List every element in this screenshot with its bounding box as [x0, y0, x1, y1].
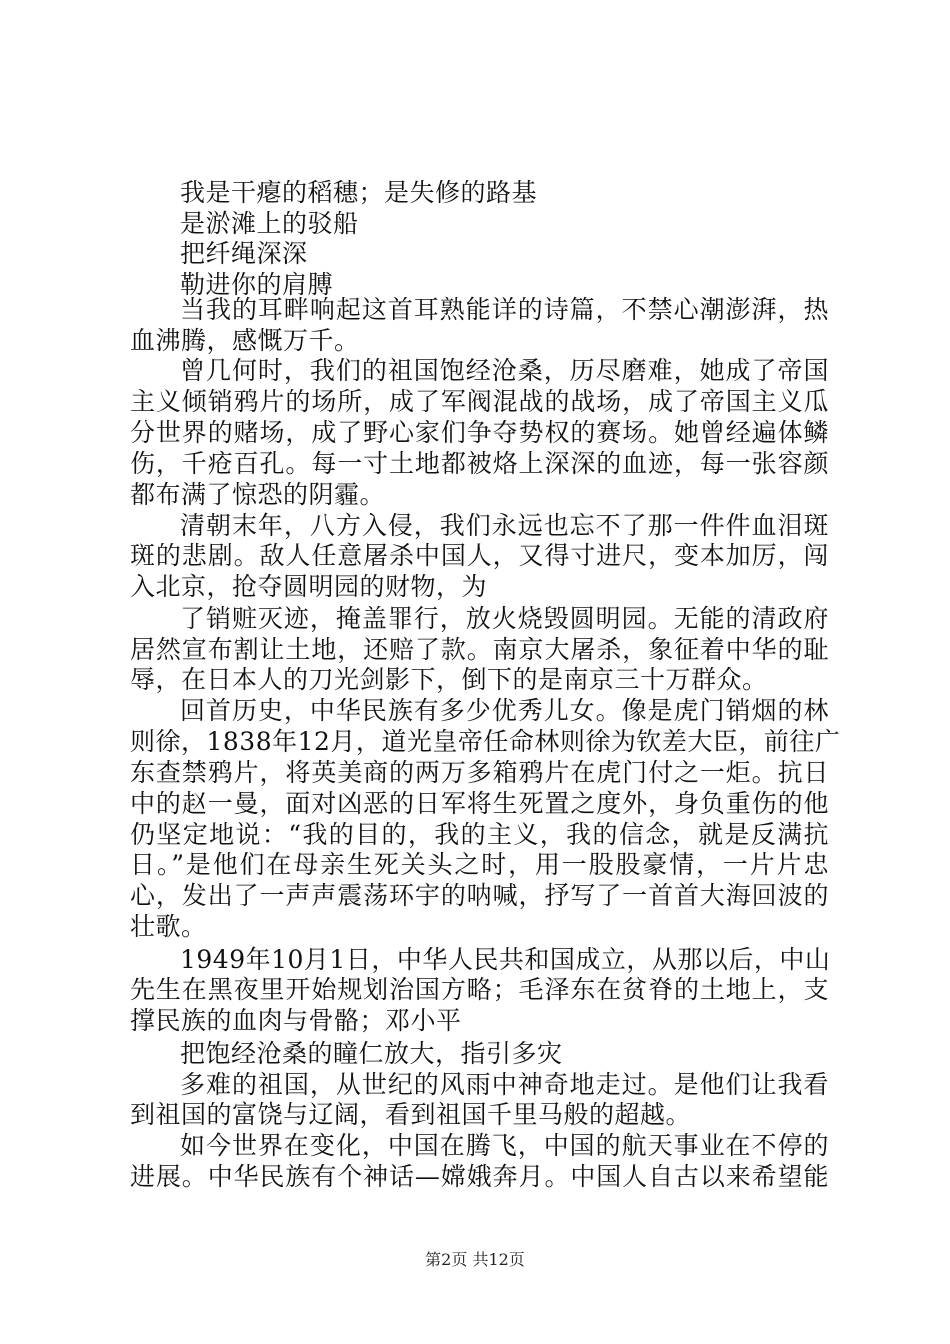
paragraph-line: 都布满了惊恐的阴霾。 — [130, 480, 386, 509]
paragraph-line: 仍坚定地说：“我的目的，我的主义，我的信念，就是反满抗 — [130, 820, 829, 849]
paragraph-line: 1949年10月1日，中华人民共和国成立，从那以后，中山 — [180, 945, 831, 974]
paragraph-line: 伤，千疮百孔。每一寸土地都被烙上深深的血迹，每一张容颜 — [130, 449, 829, 478]
paragraph-line: 壮歌。 — [130, 912, 207, 941]
paragraph-line: 撑民族的血肉与骨骼；邓小平 — [130, 1006, 462, 1035]
paragraph-line: 把饱经沧桑的瞳仁放大，指引多灾 — [180, 1039, 563, 1068]
paragraph-line: 回首历史，中华民族有多少优秀儿女。像是虎门销烟的林 — [180, 696, 829, 725]
paragraph-line: 辱，在日本人的刀光剑影下，倒下的是南京三十万群众。 — [130, 665, 768, 694]
paragraph-line: 心，发出了一声声震荡环宇的呐喊，抒写了一首首大海回波的 — [130, 881, 829, 910]
paragraph-line: 入北京，抢夺圆明园的财物，为 — [130, 572, 488, 601]
paragraph-line: 主义倾销鸦片的场所，成了军阀混战的战场，成了帝国主义瓜 — [130, 387, 829, 416]
paragraph-line: 居然宣布割让土地，还赔了款。南京大屠杀，象征着中华的耻 — [130, 635, 829, 664]
paragraph-line: 血沸腾，感慨万千。 — [130, 326, 360, 355]
page-footer: 第2页 共12页 — [425, 1250, 525, 1269]
paragraph-line: 当我的耳畔响起这首耳熟能详的诗篇，不禁心潮澎湃，热 — [180, 295, 829, 324]
paragraph-line: 如今世界在变化，中国在腾飞，中国的航天事业在不停的 — [180, 1131, 829, 1160]
paragraph-line: 多难的祖国，从世纪的风雨中神奇地走过。是他们让我看 — [180, 1070, 829, 1099]
poem-line: 我是干瘪的稻穗；是失修的路基 — [180, 178, 538, 207]
poem-line: 勒进你的肩膊 — [180, 270, 334, 299]
paragraph-line: 进展。中华民族有个神话—嫦娥奔月。中国人自古以来希望能 — [130, 1162, 829, 1191]
paragraph-line: 日。”是他们在母亲生死关头之时，用一股股豪情，一片片忠 — [130, 850, 829, 879]
poem-line: 是淤滩上的驳船 — [180, 209, 359, 238]
paragraph-line: 先生在黑夜里开始规划治国方略；毛泽东在贫脊的土地上，支 — [130, 975, 829, 1004]
paragraph-line: 则徐，1838年12月，道光皇帝任命林则徐为钦差大臣，前往广 — [130, 727, 841, 756]
paragraph-line: 中的赵一曼，面对凶恶的日军将生死置之度外，身负重伤的他 — [130, 789, 829, 818]
paragraph-line: 斑的悲剧。敌人任意屠杀中国人，又得寸进尺，变本加厉，闯 — [130, 541, 829, 570]
paragraph-line: 东查禁鸦片，将英美商的两万多箱鸦片在虎门付之一炬。抗日 — [130, 758, 829, 787]
paragraph-line: 清朝末年，八方入侵，我们永远也忘不了那一件件血泪斑 — [180, 511, 829, 540]
poem-line: 把纤绳深深 — [180, 239, 308, 268]
paragraph-line: 到祖国的富饶与辽阔，看到祖国千里马般的超越。 — [130, 1100, 692, 1129]
paragraph-line: 曾几何时，我们的祖国饱经沧桑，历尽磨难，她成了帝国 — [180, 356, 829, 385]
paragraph-line: 了销赃灭迹，掩盖罪行，放火烧毁圆明园。无能的清政府 — [180, 604, 829, 633]
paragraph-line: 分世界的赌场，成了野心家们争夺势权的赛场。她曾经遍体鳞 — [130, 418, 829, 447]
